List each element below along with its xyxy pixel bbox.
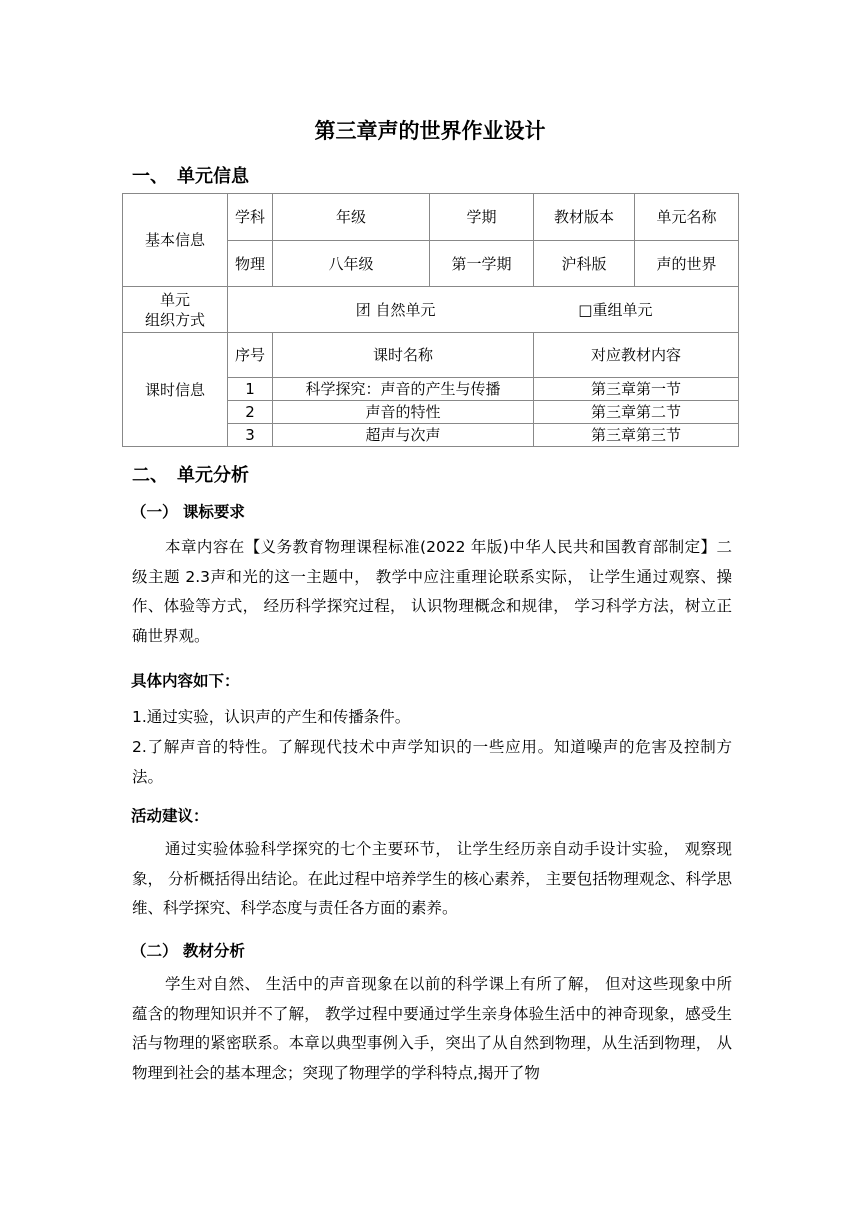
table-row — [123, 333, 739, 378]
content-header: 对应教材内容 — [534, 333, 739, 378]
specific-content-label: 具体内容如下： — [131, 672, 240, 690]
org-label-line2: 组织方式 — [144, 310, 205, 329]
lesson-name: 声音的特性 — [273, 401, 534, 424]
grade-header: 年级 — [273, 194, 430, 241]
list-item: 1.通过实验，认识声的产生和传播条件。 — [132, 708, 411, 726]
lesson-content: 第三章第一节 — [534, 378, 739, 401]
table-row — [123, 287, 739, 333]
term-header: 学期 — [430, 194, 534, 241]
paragraph-activity: 通过实验体验科学探究的七个主要环节， 让学生经历亲自动手设计实验， 观察现象， 分析概括得出结论。在此过程中培养学生的核心素养， 主要包括物理观念、科学思维、科学探究、科学态度与责任各方面的素养。 — [132, 840, 732, 917]
unit-name-value: 声的世界 — [635, 241, 739, 287]
edition-header: 教材版本 — [534, 194, 635, 241]
subheading-curriculum-requirements: （一） 课标要求 — [131, 503, 245, 521]
grade-value: 八年级 — [273, 241, 430, 287]
unit-info-table — [122, 193, 739, 447]
seq-header: 序号 — [228, 333, 273, 378]
org-method-cell — [228, 287, 739, 333]
page-title: 第三章声的世界作业设计 — [314, 119, 546, 143]
lesson-no: 3 — [228, 424, 273, 447]
lesson-no: 1 — [228, 378, 273, 401]
natural-unit-option: 团 自然单元 — [355, 300, 436, 319]
term-value: 第一学期 — [430, 241, 534, 287]
reorganized-unit-option: □重组单元 — [578, 300, 653, 319]
org-method-label — [123, 287, 228, 333]
subheading-textbook-analysis: （二） 教材分析 — [131, 942, 245, 960]
section-heading-unit-analysis: 二、 单元分析 — [132, 465, 249, 486]
subject-header: 学科 — [228, 194, 273, 241]
paragraph-textbook: 学生对自然、 生活中的声音现象在以前的科学课上有所了解， 但对这些现象中所蕴含的物理知识并不了解， 教学过程中要通过学生亲身体验生活中的神奇现象，感受生活与物理的紧密联系。本章以典型事例入手，突出了从自然到物理，从生活到物理， 从物理到社会的基本理念；突现了物理学的学科特点,揭开了物 — [132, 975, 732, 1082]
basic-info-label: 基本信息 — [123, 194, 228, 287]
section-heading-unit-info: 一、 单元信息 — [132, 166, 249, 187]
lesson-no: 2 — [228, 401, 273, 424]
activity-suggestion-label: 活动建议： — [131, 807, 209, 825]
list-item: 2.了解声音的特性。了解现代技术中声学知识的一些应用。知道噪声的危害及控制方法。 — [132, 738, 732, 786]
table-row — [123, 194, 739, 241]
subject-value: 物理 — [228, 241, 273, 287]
lesson-info-label: 课时信息 — [123, 333, 228, 447]
lesson-content: 第三章第三节 — [534, 424, 739, 447]
org-label-line1: 单元 — [159, 290, 190, 309]
lesson-content: 第三章第二节 — [534, 401, 739, 424]
edition-value: 沪科版 — [534, 241, 635, 287]
lesson-name: 超声与次声 — [273, 424, 534, 447]
lesson-name: 科学探究：声音的产生与传播 — [273, 378, 534, 401]
unit-name-header: 单元名称 — [635, 194, 739, 241]
lesson-name-header: 课时名称 — [273, 333, 534, 378]
paragraph-curriculum: 本章内容在【义务教育物理课程标准(2022 年版)中华人民共和国教育部制定】二级主题 2.3声和光的这一主题中， 教学中应注重理论联系实际， 让学生通过观察、操作、体验等方式， 经历科学探究过程， 认识物理概念和规律， 学习科学方法，树立正确世界观。 — [132, 538, 732, 645]
